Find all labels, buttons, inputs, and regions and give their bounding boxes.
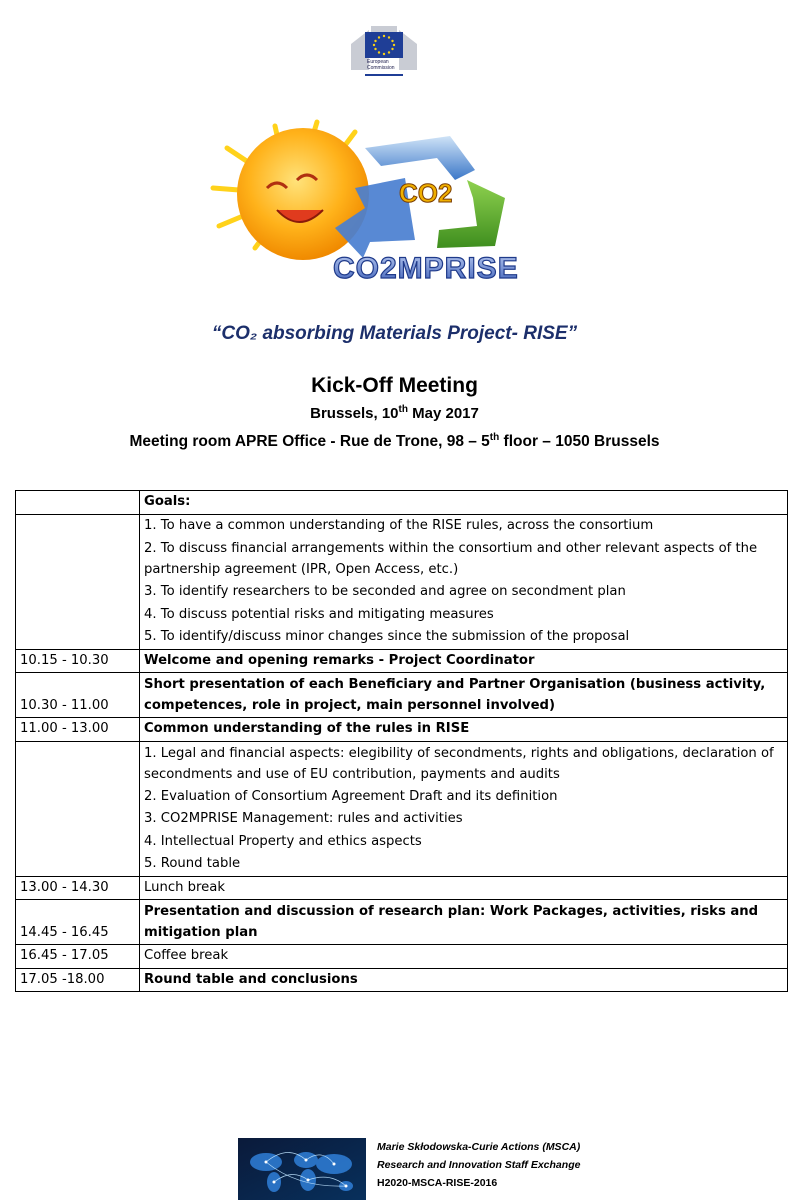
agenda-item: Round table and conclusions [140,968,788,992]
time-cell [16,741,140,876]
meeting-date-pre: Brussels, 10 [310,405,399,422]
meeting-date-sup: th [398,404,408,415]
agenda-item: Common understanding of the rules in RISE [140,718,788,742]
table-row [16,491,788,515]
table-row [16,876,788,900]
time-cell: 17.05 -18.00 [16,968,140,992]
goals-label: Goals: [140,491,788,515]
footer-line-1: Marie Skłodowska-Curie Actions (MSCA) [377,1141,581,1153]
logo-co2-mark: CO2 [399,178,453,208]
rules-item: 1. Legal and financial aspects: elegibility of secondments, rights and obligations, declaration of secondments and use of EU contribution, payments and audits [144,745,774,782]
table-row [16,968,788,992]
european-commission-logo [347,18,421,78]
ec-logo-text-2: Commission [367,65,395,71]
agenda-item [140,673,788,718]
goal-item: 1. To have a common understanding of the RISE rules, across the consortium [144,517,654,533]
rules-list [140,741,788,876]
ec-logo-text-1: European [367,59,389,65]
agenda-item [140,900,788,945]
time-cell [16,491,140,515]
table-row [16,718,788,742]
goal-item: 3. To identify researchers to be seconded and agree on secondment plan [144,584,626,599]
time-cell: 14.45 - 16.45 [16,900,140,945]
goal-item: 2. To discuss financial arrangements within the consortium and other relevant aspects of the partnership agreement (IPR, Open Access, etc.) [144,541,758,577]
footer-line-3: H2020-MSCA-RISE-2016 [377,1177,498,1189]
agenda-item-text: Short presentation of each Beneficiary and Partner Organisation (business activity, competences, role in project, main personnel involved) [144,677,766,713]
rules-item: 5. Round table [144,856,241,871]
time-cell: 13.00 - 14.30 [16,876,140,900]
agenda-item: Lunch break [140,876,788,900]
logo-wordmark: CO2MPRISE [333,252,519,285]
time-cell: 16.45 - 17.05 [16,945,140,969]
table-row [16,514,788,649]
goal-item: 5. To identify/discuss minor changes since the submission of the proposal [144,629,630,644]
meeting-room-sup: th [489,432,500,443]
rules-item: 3. CO2MPRISE Management: rules and activities [144,811,463,826]
world-map-image [238,1138,366,1200]
meeting-room-post: floor – 1050 Brussels [499,433,660,451]
meeting-title: Kick-Off Meeting [311,374,478,397]
agenda-item: Coffee break [140,945,788,969]
goals-list [140,514,788,649]
table-row [16,741,788,876]
goal-item: 4. To discuss potential risks and mitigating measures [144,606,494,622]
agenda-item-text: Presentation and discussion of research plan: Work Packages, activities, risks and mitigation plan [144,904,759,940]
agenda-table [15,490,788,992]
meeting-date [0,404,789,422]
meeting-date-post: May 2017 [407,405,479,422]
meeting-room [0,432,789,451]
table-row [16,945,788,969]
time-cell: 11.00 - 13.00 [16,718,140,742]
meeting-room-pre: Meeting room APRE Office - Rue de Trone, 98 – 5 [129,433,490,451]
table-row [16,900,788,945]
agenda-item: Welcome and opening remarks - Project Coordinator [140,649,788,673]
project-subtitle: “CO₂ absorbing Materials Project- RISE” [211,323,578,344]
time-cell [16,514,140,649]
table-row [16,649,788,673]
time-cell: 10.30 - 11.00 [16,673,140,718]
rules-item: 2. Evaluation of Consortium Agreement Draft and its definition [144,788,558,804]
rules-item: 4. Intellectual Property and ethics aspects [144,833,422,849]
time-cell: 10.15 - 10.30 [16,649,140,673]
footer-line-2: Research and Innovation Staff Exchange [377,1159,581,1171]
table-row [16,673,788,718]
co2mprise-logo [205,118,565,288]
